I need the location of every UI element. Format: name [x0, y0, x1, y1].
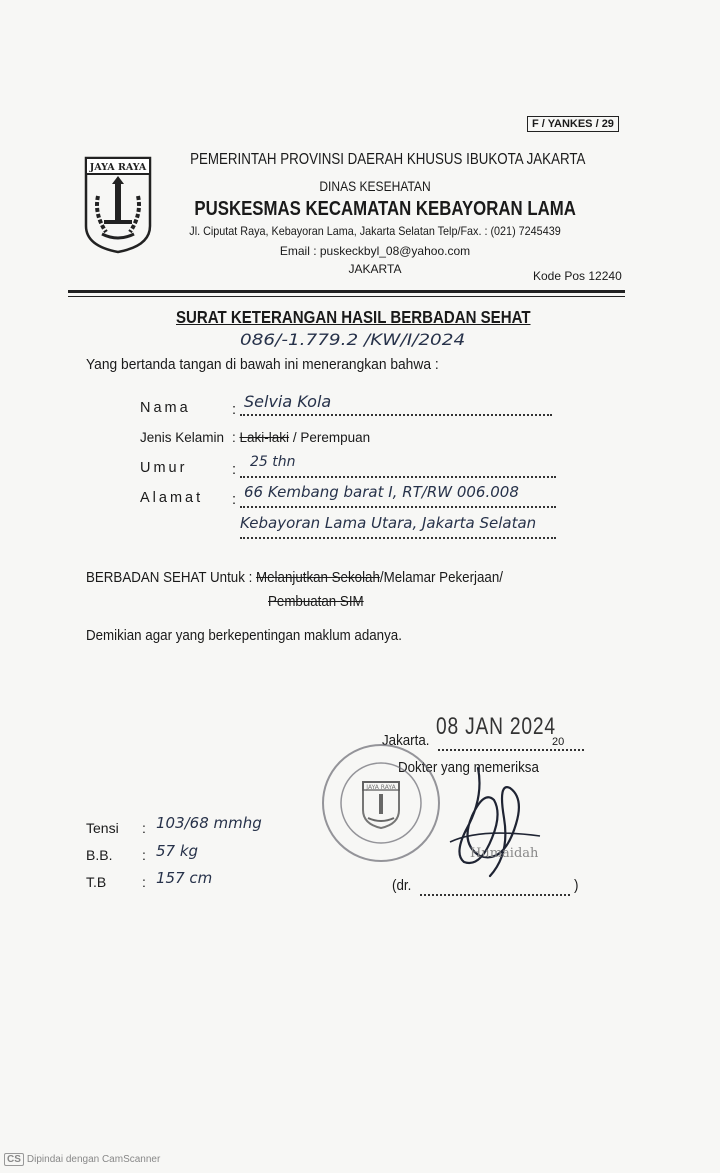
bb-label: B.B.: [86, 847, 113, 863]
doctor-signature-icon: [420, 758, 560, 888]
sign-city: Jakarta.: [382, 733, 430, 749]
doctor-name-prefix: (dr.: [392, 878, 412, 894]
stamp-doctor-name: Humaidah: [470, 846, 539, 861]
header-puskesmas: PUSKESMAS KECAMATAN KEBAYORAN LAMA: [194, 198, 576, 220]
purpose-school-struck: Melanjutkan Sekolah: [256, 570, 380, 586]
header-department: DINAS KESEHATAN: [319, 178, 431, 194]
purpose-label: BERBADAN SEHAT Untuk: [86, 570, 245, 586]
tensi-label: Tensi: [86, 820, 119, 836]
intro-text: Yang bertanda tangan di bawah ini menerangkan bahwa :: [86, 356, 439, 373]
tensi-value: 103/68 mmhg: [156, 814, 262, 832]
header-address: Jl. Ciputat Raya, Kebayoran Lama, Jakarta Selatan Telp/Fax. : (021) 7245439: [189, 224, 561, 238]
umur-colon: :: [232, 462, 237, 478]
jk-female: / Perempuan: [292, 430, 371, 445]
document-title: SURAT KETERANGAN HASIL BERBADAN SEHAT: [176, 307, 531, 327]
alamat-dotline-1: [240, 506, 556, 508]
nama-value: Selvia Kola: [244, 392, 332, 411]
camscanner-badge-icon: CS: [4, 1153, 24, 1166]
jakarta-logo-icon: [84, 156, 152, 254]
header-divider: [68, 290, 625, 293]
alamat-colon: :: [232, 492, 237, 508]
doctor-label: Dokter yang memeriksa: [398, 760, 539, 776]
purpose-line: [86, 570, 503, 586]
header-divider-thin: [68, 296, 625, 297]
jenis-kelamin-label: Jenis Kelamin: [140, 430, 225, 445]
alamat-line-2: Kebayoran Lama Utara, Jakarta Selatan: [240, 514, 537, 532]
jenis-kelamin-value: [232, 430, 370, 445]
closing-text: Demikian agar yang berkepentingan maklum adanya.: [86, 628, 402, 644]
bb-value: 57 kg: [156, 842, 199, 860]
scanner-footer: [4, 1153, 160, 1166]
logo-text: JAYA RAYA: [89, 162, 147, 173]
alamat-label: Alamat: [140, 490, 204, 506]
header-city: JAKARTA: [348, 262, 402, 276]
tb-label: T.B: [86, 874, 107, 890]
stamp-logo-text: JAYA RAYA: [366, 784, 396, 791]
tb-colon: :: [142, 874, 146, 890]
postal-code: Kode Pos 12240: [533, 269, 622, 283]
document-number: 086/-1.779.2 /KW/I/2024: [240, 330, 466, 349]
purpose-sim-struck: Pembuatan SIM: [268, 594, 364, 610]
header-government: PEMERINTAH PROVINSI DAERAH KHUSUS IBUKOTA JAKARTA: [190, 151, 586, 168]
tensi-colon: :: [142, 820, 146, 836]
jk-male-struck: Laki-laki: [239, 430, 290, 445]
purpose-colon: :: [248, 570, 253, 586]
umur-dotline: [240, 476, 556, 478]
jk-colon: :: [232, 430, 236, 445]
date-dotline: [438, 749, 584, 751]
scanner-text: Dipindai dengan CamScanner: [26, 1154, 161, 1165]
bb-colon: :: [142, 847, 146, 863]
doctor-name-dotline: [420, 894, 570, 896]
doctor-name-close: ): [574, 878, 579, 894]
alamat-line-1: 66 Kembang barat I, RT/RW 006.008: [244, 483, 519, 501]
nama-dotline: [240, 414, 552, 416]
umur-value: 25 thn: [250, 454, 296, 470]
nama-label: Nama: [140, 400, 191, 416]
date-year-prefix: 20: [552, 736, 565, 748]
purpose-job: /Melamar Pekerjaan/: [379, 570, 503, 586]
tb-value: 157 cm: [156, 869, 213, 887]
nama-colon: :: [232, 402, 237, 418]
alamat-dotline-2: [240, 537, 556, 539]
date-stamp: 08 JAN 2024: [436, 713, 556, 740]
header-email: Email : puskeckbyl_08@yahoo.com: [279, 244, 471, 258]
form-code: F / YANKES / 29: [527, 116, 619, 132]
umur-label: Umur: [140, 460, 188, 476]
